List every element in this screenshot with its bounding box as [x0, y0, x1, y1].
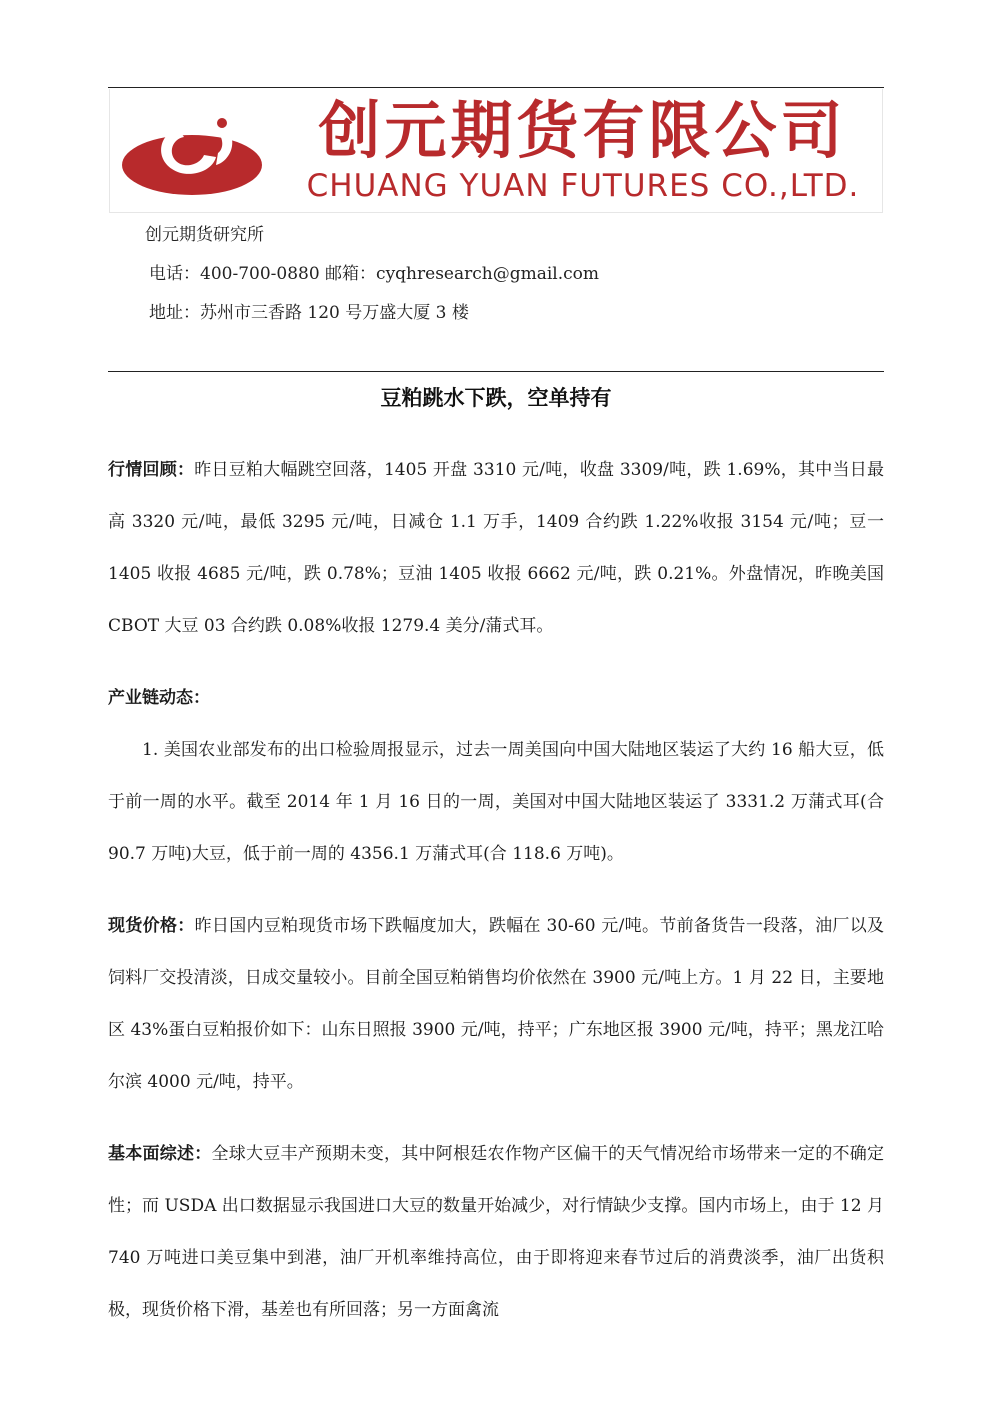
industry-chain-paragraph: 1. 美国农业部发布的出口检验周报显示，过去一周美国向中国大陆地区装运了大约 16 船大豆，低于前一周的水平。截至 2014 年 1 月 16 日的一周，美国对中国大陆地区装运了 3331.2 万蒲式耳(合 90.7 万吨)大豆，低于前一周的 4356.1 万蒲式耳(合 118.6 万吨)。 [108, 740, 884, 864]
section-divider [108, 371, 884, 372]
company-name-cn: 创元期货有限公司 [318, 94, 847, 167]
contact-phone-email: 电话：400-700-0880 邮箱：cyqhresearch@gmail.com [149, 264, 600, 284]
fundamentals-text: 全球大豆丰产预期未变，其中阿根廷农作物产区偏干的天气情况给市场带来一定的不确定性；而 USDA 出口数据显示我国进口大豆的数量开始减少，对行情缺少支撑。国内市场上，由于 12 月 740 万吨进口美豆集中到港，油厂开机率维持高位，由于即将迎来春节过后的消费淡季，油厂出货积极，现货价格下滑，基差也有所回落；另一方面禽流 [108, 1144, 884, 1320]
header-top-rule [108, 87, 884, 88]
fundamentals-label: 基本面综述： [108, 1144, 212, 1164]
market-review-label: 行情回顾： [108, 460, 195, 480]
article-title: 豆粕跳水下跌，空单持有 [380, 386, 612, 410]
company-name-en: CHUANG YUAN FUTURES CO.,LTD. [306, 168, 860, 204]
institute-name: 创元期货研究所 [145, 225, 264, 245]
market-review-text: 昨日豆粕大幅跳空回落，1405 开盘 3310 元/吨，收盘 3309/吨，跌 1.69%，其中当日最高 3320 元/吨，最低 3295 元/吨，日减仓 1.1 万手，1409 合约跌 1.22%收报 3154 元/吨；豆一 1405 收报 4685 元/吨，跌 0.78%；豆油 1405 收报 6662 元/吨，跌 0.21%。外盘情况，昨晚美国 CBOT 大豆 03 合约跌 0.08%收报 1279.4 美分/蒲式耳。 [108, 460, 884, 636]
spot-price-paragraph [108, 900, 884, 1108]
fundamentals-paragraph [108, 1128, 884, 1336]
spot-price-text: 昨日国内豆粕现货市场下跌幅度加大，跌幅在 30-60 元/吨。节前备货告一段落，油厂以及饲料厂交投清淡，日成交量较小。目前全国豆粕销售均价依然在 3900 元/吨上方。1 月 22 日，主要地区 43%蛋白豆粕报价如下：山东日照报 3900 元/吨，持平；广东地区报 3900 元/吨，持平；黑龙江哈尔滨 4000 元/吨，持平。 [108, 916, 885, 1092]
market-review-paragraph [108, 444, 884, 652]
company-banner [109, 89, 883, 213]
industry-chain-heading: 产业链动态： [108, 688, 210, 708]
spot-price-label: 现货价格： [108, 916, 195, 936]
chuangyuan-logo-icon [120, 99, 270, 203]
contact-address: 地址：苏州市三香路 120 号万盛大厦 3 楼 [149, 303, 469, 323]
